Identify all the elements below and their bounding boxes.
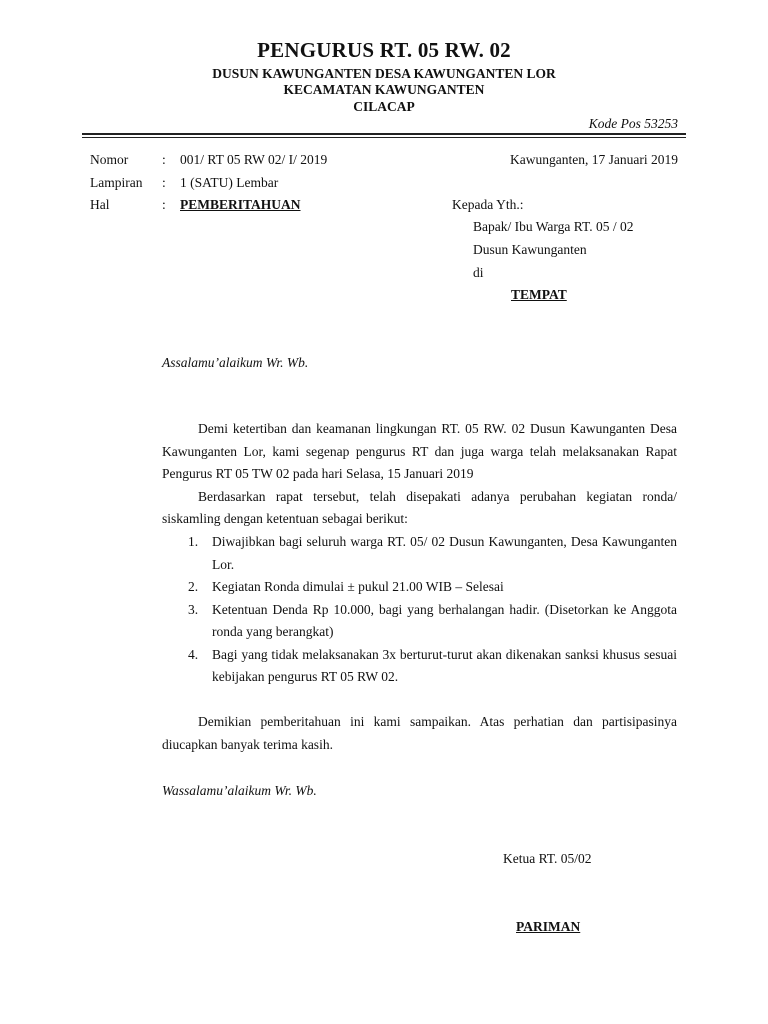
list-item: [162, 599, 677, 644]
paragraph-text: Demi ketertiban dan keamanan lingkungan RT. 05 RW. 02 Dusun Kawunganten Desa Kawunganten Lor, kami segenap pengurus RT dan juga warga telah melaksanakan Rapat Pengurus RT 05 TW 02 pada hari Selasa, 15 Januari 2019: [162, 421, 677, 481]
letter-date: Kawunganten, 17 Januari 2019: [510, 152, 678, 167]
postal-code: Kode Pos 53253: [588, 116, 678, 131]
hal-label: Hal: [90, 197, 110, 212]
list-text: Diwajibkan bagi seluruh warga RT. 05/ 02 Dusun Kawunganten, Desa Kawunganten Lor.: [212, 534, 677, 572]
list-text: Kegiatan Ronda dimulai ± pukul 21.00 WIB – Selesai: [212, 579, 504, 594]
letterhead-title: PENGURUS RT. 05 RW. 02: [257, 38, 511, 62]
nomor-value: 001/ RT 05 RW 02/ I/ 2019: [180, 152, 328, 167]
recipient-line-1: Bapak/ Ibu Warga RT. 05 / 02: [473, 219, 634, 234]
colon: :: [162, 197, 166, 212]
signature-role: Ketua RT. 05/02: [503, 851, 592, 866]
list-number: 4.: [188, 646, 199, 662]
letterhead-line-1: DUSUN KAWUNGANTEN DESA KAWUNGANTEN LOR: [212, 66, 556, 81]
list-number: 2.: [188, 579, 199, 594]
list-text: Ketentuan Denda Rp 10.000, bagi yang berhalangan hadir. (Disetorkan ke Anggota ronda yang berangkat): [212, 601, 677, 639]
list-number: 3.: [188, 601, 199, 617]
recipient-kepada: Kepada Yth.:: [452, 197, 524, 212]
recipient-line-3: di: [473, 265, 484, 280]
colon: :: [162, 152, 166, 167]
letterhead-line-3: CILACAP: [353, 99, 415, 114]
colon: :: [162, 175, 166, 190]
header-divider-thin: [82, 137, 686, 138]
farewell: Wassalamu’alaikum Wr. Wb.: [162, 783, 317, 798]
lampiran-label: Lampiran: [90, 175, 143, 190]
signature-name: PARIMAN: [516, 919, 581, 934]
closing-paragraph: [162, 711, 677, 756]
list-number: 1.: [188, 534, 199, 549]
recipient-place: TEMPAT: [511, 287, 567, 302]
list-item: [162, 644, 677, 689]
list-item: [162, 576, 677, 599]
list-item: [162, 531, 677, 576]
nomor-label: Nomor: [90, 152, 129, 167]
paragraph-text: Demikian pemberitahuan ini kami sampaikan. Atas perhatian dan partisipasinya diucapkan banyak terima kasih.: [162, 714, 677, 752]
letterhead-line-2: KECAMATAN KAWUNGANTEN: [283, 82, 485, 97]
list-text: Bagi yang tidak melaksanakan 3x berturut-turut akan dikenakan sanksi khusus sesuai kebijakan pengurus RT 05 RW 02.: [212, 646, 677, 684]
greeting: Assalamu’alaikum Wr. Wb.: [162, 355, 309, 370]
provisions-list: [162, 531, 677, 689]
lampiran-value: 1 (SATU) Lembar: [180, 175, 279, 190]
body-paragraph-1: [162, 418, 677, 531]
recipient-line-2: Dusun Kawunganten: [473, 242, 587, 257]
hal-value: PEMBERITAHUAN: [180, 197, 301, 212]
paragraph-text: Berdasarkan rapat tersebut, telah disepakati adanya perubahan kegiatan ronda/ siskamling dengan ketentuan sebagai berikut:: [162, 488, 677, 526]
header-divider: [82, 133, 686, 135]
